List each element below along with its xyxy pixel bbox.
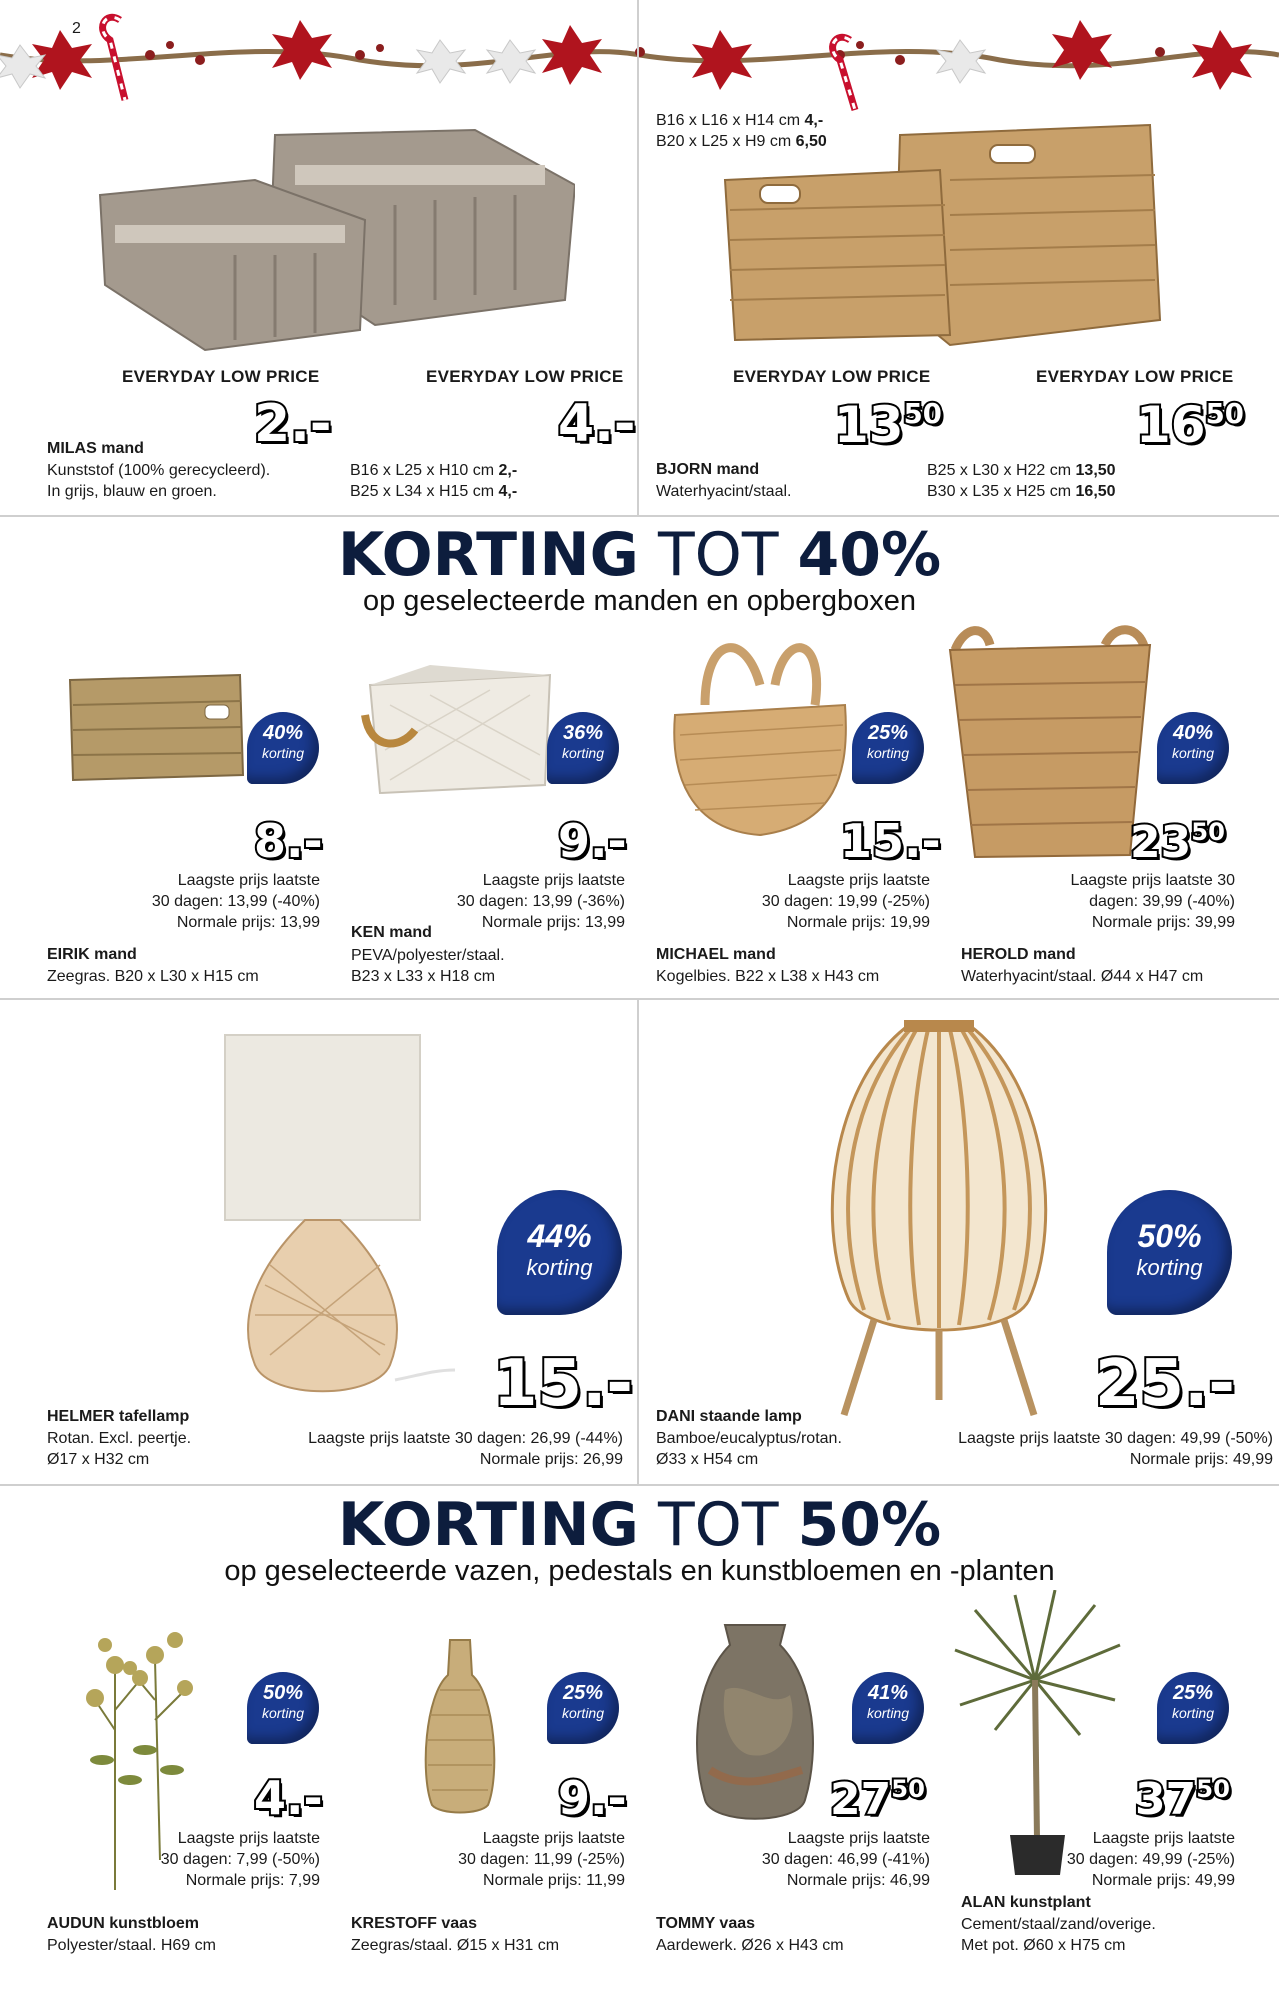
product-card-alan[interactable] (945, 1590, 1235, 1995)
milas-size-2 (350, 481, 517, 502)
bjorn-mid-price (834, 396, 942, 454)
product-card-michael[interactable] (640, 620, 941, 995)
bjorn-product-name: BJORN mand (656, 461, 760, 478)
helmer-lamp-image (210, 1025, 460, 1405)
bjorn-size-1-dims: B25 x L30 x H22 cm (927, 462, 1072, 479)
ken-badge-pct: 36% (562, 722, 604, 744)
krestoff-vase-image (420, 1635, 500, 1815)
michael-badge-pct: 25% (867, 722, 909, 744)
bjorn-baskets-image (720, 120, 1165, 350)
page-number: 2 (72, 20, 81, 37)
alan-product-name: ALAN kunstplant (961, 1894, 1091, 1911)
section2-subtitle: op geselecteerde vazen, pedestals en kunstbloemen en -planten (224, 1555, 1055, 1587)
ken-discount-badge (547, 712, 619, 784)
ken-ref-line-2: 30 dagen: 13,99 (-36%) (456, 893, 625, 910)
ken-box-image (360, 655, 560, 795)
alan-price (1135, 1773, 1230, 1825)
milas-size-2-price: 4,- (498, 483, 518, 500)
product-card-krestoff[interactable] (320, 1600, 625, 1995)
krestoff-reference-price (458, 1828, 625, 1891)
product-card-ken[interactable] (320, 620, 625, 995)
herold-badge-pct: 40% (1172, 722, 1214, 744)
tommy-vase-image (690, 1620, 820, 1835)
milas-size-1 (350, 460, 517, 481)
milas-size-1-dims: B16 x L25 x H10 cm (350, 462, 495, 479)
eirik-badge-label: korting (261, 745, 305, 761)
section1-headline-pct: 40% (797, 520, 942, 590)
herold-price-main: 23 (1130, 816, 1192, 868)
krestoff-product-name: KRESTOFF vaas (351, 1915, 477, 1932)
herold-ref-line-2: dagen: 39,99 (-40%) (1089, 893, 1235, 910)
bjorn-size-2 (927, 481, 1116, 502)
christmas-garland-decoration (0, 0, 1279, 120)
audun-reference-price (161, 1828, 320, 1891)
product-card-helmer[interactable] (0, 1000, 637, 1484)
audun-description: Polyester/staal. H69 cm (47, 1937, 216, 1954)
bjorn-size-1 (927, 460, 1116, 481)
bjorn-large-price (1136, 396, 1244, 454)
section2-headline (0, 1490, 1279, 1560)
ken-badge-label: korting (561, 745, 605, 761)
product-card-audun[interactable] (0, 1600, 323, 1995)
eirik-description: Zeegras. B20 x L30 x H15 cm (47, 968, 259, 985)
ken-dimensions: B23 x L33 x H18 cm (351, 968, 496, 985)
audun-badge-pct: 50% (262, 1682, 304, 1704)
dani-product-name: DANI staande lamp (656, 1408, 802, 1425)
tommy-discount-badge (852, 1672, 924, 1744)
michael-product-name: MICHAEL mand (656, 946, 776, 963)
dani-ref-line-1: Laagste prijs laatste 30 dagen: 49,99 (-50%) (958, 1430, 1273, 1447)
section2-headline-pct: 50% (797, 1490, 942, 1560)
ken-price: 9.- (558, 814, 627, 868)
michael-ref-line-3: Normale prijs: 19,99 (786, 914, 930, 931)
bjorn-small-size-2-dims: B20 x L25 x H9 cm (656, 133, 792, 150)
audun-product-name: AUDUN kunstbloem (47, 1915, 200, 1932)
milas-size-2-dims: B25 x L34 x H15 cm (350, 483, 495, 500)
tommy-description: Aardewerk. Ø26 x H43 cm (656, 1937, 844, 1954)
bjorn-small-size-1-dims: B16 x L16 x H14 cm (656, 112, 801, 129)
tommy-reference-price (762, 1828, 930, 1891)
eirik-badge-pct: 40% (262, 722, 304, 744)
ken-material: PEVA/polyester/staal. (351, 947, 505, 964)
eirik-ref-line-3: Normale prijs: 13,99 (176, 914, 320, 931)
alan-price-cents: 50 (1196, 1775, 1230, 1803)
krestoff-price: 9.- (558, 1771, 627, 1825)
michael-basket-image (665, 625, 855, 840)
dani-ref-line-2: Normale prijs: 49,99 (1129, 1451, 1273, 1468)
bjorn-size-1-price: 13,50 (1075, 462, 1116, 479)
tommy-price (830, 1773, 925, 1825)
divider-vertical-top (637, 0, 639, 515)
alan-ref-line-2: 30 dagen: 49,99 (-25%) (1066, 1851, 1235, 1868)
krestoff-discount-badge (547, 1672, 619, 1744)
herold-badge-label: korting (1171, 745, 1215, 761)
section2-headline-bold: KORTING (337, 1490, 639, 1560)
milas-small-price: 2.- (254, 394, 332, 454)
alan-discount-badge (1157, 1672, 1229, 1744)
alan-ref-line-1: Laagste prijs laatste (1092, 1830, 1235, 1847)
bjorn-small-size-2-price: 6,50 (795, 133, 827, 150)
alan-dimensions: Met pot. Ø60 x H75 cm (961, 1937, 1126, 1954)
alan-material: Cement/staal/zand/overige. (961, 1916, 1156, 1933)
alan-badge-pct: 25% (1172, 1682, 1214, 1704)
helmer-ref-line-2: Normale prijs: 26,99 (479, 1451, 623, 1468)
krestoff-ref-line-3: Normale prijs: 11,99 (483, 1872, 625, 1889)
herold-description: Waterhyacint/staal. Ø44 x H47 cm (961, 968, 1204, 985)
helmer-badge-pct: 44% (527, 1218, 592, 1254)
divider-horizontal-1 (0, 515, 1279, 517)
krestoff-description: Zeegras/staal. Ø15 x H31 cm (351, 1937, 560, 1954)
dani-lamp-image (814, 1020, 1064, 1420)
michael-discount-badge (852, 712, 924, 784)
dani-badge-label: korting (1136, 1255, 1203, 1280)
helmer-discount-badge (497, 1190, 622, 1315)
product-card-tommy[interactable] (640, 1600, 930, 1995)
helmer-badge-label: korting (526, 1255, 593, 1280)
section1-headline-thin: TOT (657, 520, 779, 590)
audun-ref-line-2: 30 dagen: 7,99 (-50%) (160, 1851, 320, 1868)
ken-ref-line-1: Laagste prijs laatste (482, 872, 625, 889)
tommy-ref-line-1: Laagste prijs laatste (787, 1830, 930, 1847)
tommy-badge-pct: 41% (867, 1682, 909, 1704)
section2-headline-thin: TOT (657, 1490, 779, 1560)
milas-size-1-price: 2,- (498, 462, 518, 479)
bjorn-mid-price-cents: 50 (903, 397, 942, 430)
bjorn-mid-price-main: 13 (834, 396, 904, 454)
audun-ref-line-1: Laagste prijs laatste (177, 1830, 320, 1847)
herold-price-cents: 50 (1191, 818, 1225, 846)
eirik-product-name: EIRIK mand (47, 946, 137, 963)
dani-discount-badge (1107, 1190, 1232, 1315)
michael-reference-price (762, 870, 930, 933)
milas-product-name: MILAS mand (47, 440, 144, 457)
bjorn-large-price-cents: 50 (1205, 397, 1244, 430)
eirik-basket-image (65, 665, 245, 785)
section1-headline (0, 520, 1279, 590)
tommy-product-name: TOMMY vaas (656, 1915, 756, 1932)
helmer-product-name: HELMER tafellamp (47, 1408, 190, 1425)
helmer-price: 15.- (493, 1347, 633, 1421)
ken-reference-price (457, 870, 625, 933)
michael-ref-line-1: Laagste prijs laatste (787, 872, 930, 889)
bjorn-size-2-price: 16,50 (1075, 483, 1116, 500)
alan-ref-line-3: Normale prijs: 49,99 (1091, 1872, 1235, 1889)
tommy-badge-label: korting (866, 1705, 910, 1721)
michael-ref-line-2: 30 dagen: 19,99 (-25%) (761, 893, 930, 910)
audun-price: 4.- (254, 1771, 323, 1825)
dani-dimensions: Ø33 x H54 cm (656, 1451, 759, 1468)
alan-reference-price (1067, 1828, 1235, 1891)
divider-horizontal-3 (0, 1484, 1279, 1486)
eirik-discount-badge (247, 712, 319, 784)
eirik-ref-line-2: 30 dagen: 13,99 (-40%) (151, 893, 320, 910)
milas-material: Kunststof (100% gerecycleerd). (47, 462, 271, 479)
michael-badge-label: korting (866, 745, 910, 761)
michael-price: 15.- (840, 814, 941, 868)
milas-crates-image (95, 125, 575, 355)
herold-ref-line-1: Laagste prijs laatste 30 (1070, 872, 1235, 889)
dani-material: Bamboe/eucalyptus/rotan. (656, 1430, 842, 1447)
bjorn-mid-price-label: EVERYDAY LOW PRICE (733, 367, 931, 386)
krestoff-badge-label: korting (561, 1705, 605, 1721)
alan-price-main: 37 (1135, 1773, 1197, 1825)
herold-discount-badge (1157, 712, 1229, 784)
herold-ref-line-3: Normale prijs: 39,99 (1091, 914, 1235, 931)
product-card-herold[interactable] (945, 620, 1235, 995)
herold-price (1130, 816, 1225, 868)
krestoff-ref-line-1: Laagste prijs laatste (482, 1830, 625, 1847)
section1-headline-bold: KORTING (337, 520, 639, 590)
krestoff-ref-line-2: 30 dagen: 11,99 (-25%) (458, 1851, 625, 1868)
herold-reference-price (1070, 870, 1235, 933)
milas-large-price: 4.- (558, 394, 636, 454)
section1-subtitle: op geselecteerde manden en opbergboxen (362, 585, 917, 617)
ken-product-name: KEN mand (351, 924, 432, 941)
tommy-ref-line-2: 30 dagen: 46,99 (-41%) (761, 1851, 930, 1868)
alan-badge-label: korting (1171, 1705, 1215, 1721)
dani-price: 25.- (1095, 1347, 1235, 1421)
dani-badge-pct: 50% (1137, 1218, 1202, 1254)
eirik-price: 8.- (254, 814, 323, 868)
audun-ref-line-3: Normale prijs: 7,99 (185, 1872, 320, 1889)
audun-discount-badge (247, 1672, 319, 1744)
helmer-ref-line-1: Laagste prijs laatste 30 dagen: 26,99 (-44%) (308, 1430, 623, 1447)
milas-colors: In grijs, blauw en groen. (47, 483, 217, 500)
eirik-ref-line-1: Laagste prijs laatste (177, 872, 320, 889)
herold-basket-image (945, 625, 1155, 860)
dani-reference-price (958, 1428, 1273, 1470)
tommy-price-main: 27 (830, 1773, 892, 1825)
krestoff-badge-pct: 25% (562, 1682, 604, 1704)
tommy-price-cents: 50 (891, 1775, 925, 1803)
michael-description: Kogelbies. B22 x L38 x H43 cm (656, 968, 880, 985)
helmer-material: Rotan. Excl. peertje. (47, 1430, 192, 1447)
bjorn-large-price-main: 16 (1136, 396, 1206, 454)
bjorn-size-2-dims: B30 x L35 x H25 cm (927, 483, 1072, 500)
audun-badge-label: korting (261, 1705, 305, 1721)
ken-ref-line-3: Normale prijs: 13,99 (481, 914, 625, 931)
bjorn-small-size-1-price: 4,- (804, 112, 824, 129)
bjorn-material: Waterhyacint/staal. (656, 483, 792, 500)
milas-large-price-label: EVERYDAY LOW PRICE (426, 367, 624, 386)
helmer-reference-price (308, 1428, 623, 1470)
tommy-ref-line-3: Normale prijs: 46,99 (786, 1872, 930, 1889)
eirik-reference-price (152, 870, 320, 933)
herold-product-name: HEROLD mand (961, 946, 1076, 963)
milas-small-price-label: EVERYDAY LOW PRICE (122, 367, 320, 386)
product-card-dani[interactable] (639, 1000, 1279, 1484)
product-card-eirik[interactable] (0, 620, 323, 995)
bjorn-large-price-label: EVERYDAY LOW PRICE (1036, 367, 1234, 386)
helmer-dimensions: Ø17 x H32 cm (47, 1451, 150, 1468)
